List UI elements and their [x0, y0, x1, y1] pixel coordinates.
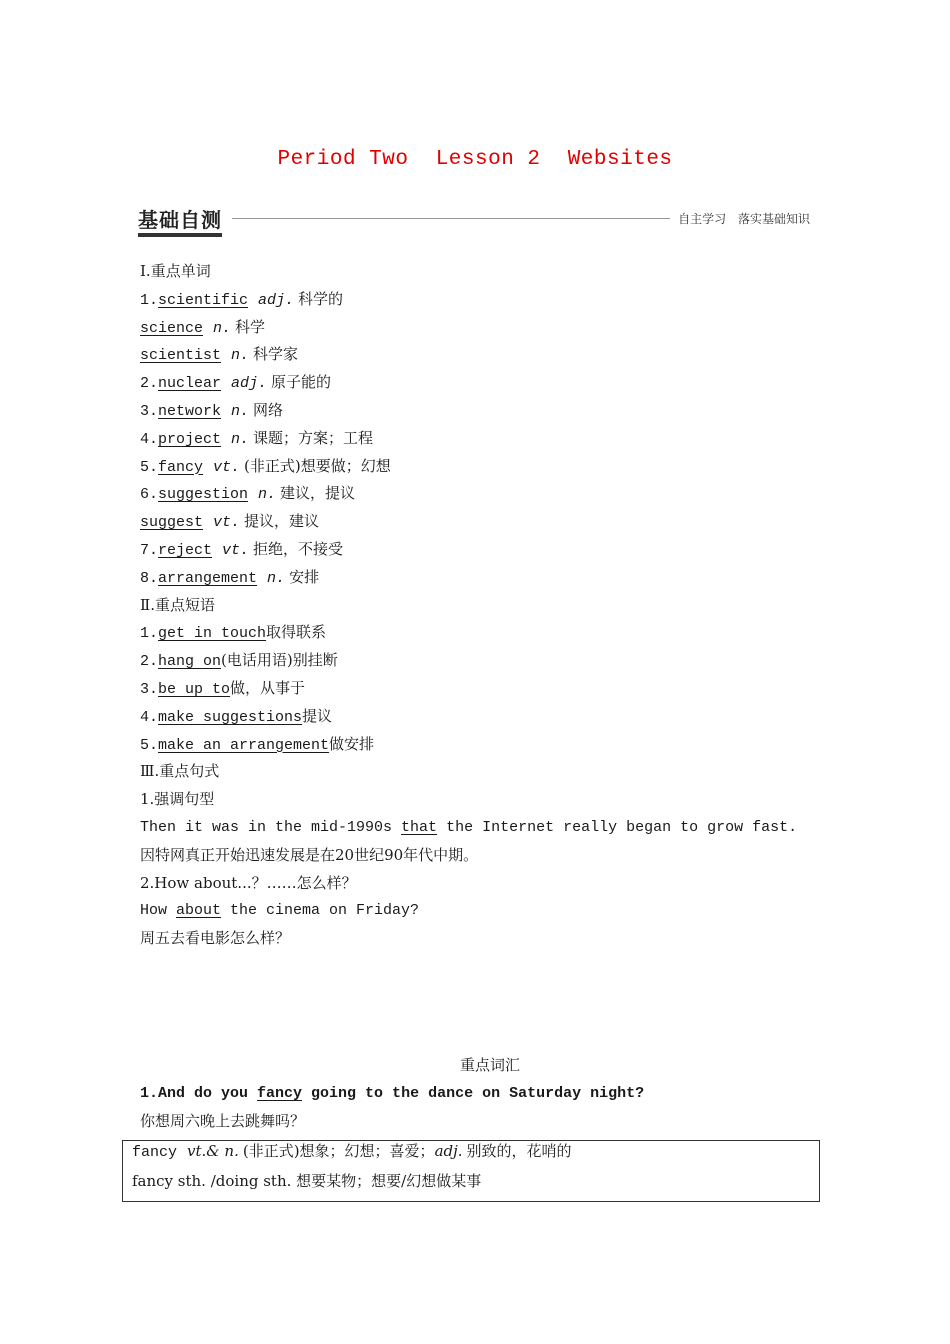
title-period: Period Two	[277, 148, 409, 171]
word-item	[140, 397, 840, 425]
word-number: 8.	[140, 569, 159, 587]
sentence1-part1: Then it was in the mid-1990s	[140, 818, 402, 836]
word-item	[140, 480, 840, 508]
sentence2-chinese: 周五去看电影怎么样？	[140, 929, 291, 948]
word-meaning: 安排	[289, 567, 320, 586]
word-meaning: 原子能的	[271, 373, 332, 392]
vocab-heading: 重点词汇	[459, 1056, 520, 1074]
word-answer: nuclear	[158, 375, 222, 393]
banner-subtitle	[670, 210, 810, 227]
phrase-item	[140, 731, 840, 759]
exercise-content	[140, 258, 840, 953]
vocab-question-part1: 1.And do you	[140, 1084, 258, 1102]
vocab-question-chinese: 你想周六晚上去跳舞吗？	[140, 1111, 306, 1130]
banner-badge: 基础自测	[138, 208, 222, 232]
word-answer: network	[158, 402, 222, 420]
word-number: 4.	[140, 430, 159, 448]
word-item	[140, 453, 840, 481]
word-answer: fancy	[158, 458, 204, 476]
phrase-number: 2.	[140, 653, 159, 671]
word-item	[140, 286, 840, 314]
sentence2-english	[140, 897, 840, 925]
note-pos2: adj.	[434, 1142, 463, 1160]
word-meaning: 拒绝，不接受	[253, 539, 344, 558]
word-item	[140, 314, 840, 342]
word-number: 3.	[140, 402, 159, 420]
vocab-question-part2: going to the dance on Saturday night?	[302, 1084, 645, 1102]
page-title	[0, 145, 950, 171]
note-pos: vt.& n.	[187, 1142, 239, 1160]
word-pos: vt.	[213, 514, 241, 532]
word-meaning: 建议，提议	[280, 484, 356, 503]
word-number: 6.	[140, 486, 159, 504]
phrase-item	[140, 619, 840, 647]
word-meaning: 提议，建议	[244, 512, 320, 531]
word-item	[140, 564, 840, 592]
title-lesson: Lesson 2	[435, 148, 541, 171]
section1-heading: Ⅰ.重点单词	[140, 262, 211, 280]
note-meaning2: 别致的，花哨的	[466, 1142, 572, 1160]
sentence1-part2: the Internet really began to grow fast.	[437, 818, 798, 836]
word-pos: vt.	[222, 541, 250, 559]
title-topic: Websites	[567, 148, 673, 171]
phrase-item	[140, 647, 840, 675]
note-line-2: fancy sth. /doing sth. 想要某物；想要/幻想做某事	[132, 1172, 482, 1190]
word-pos: adj.	[258, 291, 295, 309]
word-answer: project	[158, 430, 222, 448]
word-number: 5.	[140, 458, 159, 476]
phrase-meaning: (电话用语)别挂断	[221, 651, 338, 670]
word-pos: n.	[231, 402, 250, 420]
phrase-meaning: 提议	[302, 706, 333, 725]
banner-divider	[232, 218, 670, 219]
phrase-number: 3.	[140, 680, 159, 698]
word-number: 2.	[140, 375, 159, 393]
banner-sub2: 落实基础知识	[737, 212, 810, 226]
banner-sub1: 自主学习	[678, 212, 727, 226]
word-meaning: 课题；方案；工程	[253, 428, 374, 447]
phrase-answer: make an arrangement	[158, 736, 330, 754]
note-word: fancy	[132, 1144, 178, 1161]
word-number: 1.	[140, 291, 159, 309]
word-meaning: 科学的	[298, 289, 344, 308]
word-answer: scientific	[158, 291, 249, 309]
phrase-item	[140, 675, 840, 703]
phrase-list	[140, 619, 840, 758]
phrase-answer: hang on	[158, 653, 222, 671]
sentence2-part2: the cinema on Friday?	[221, 902, 420, 920]
sentence1-english	[140, 814, 840, 842]
phrase-meaning: 做，从事于	[230, 678, 306, 697]
word-pos: n.	[267, 569, 286, 587]
sentence2-label: 2.How about...？……怎么样？	[140, 873, 357, 892]
sentence1-label: 1.强调句型	[140, 790, 215, 809]
word-answer: scientist	[140, 347, 222, 365]
phrase-number: 4.	[140, 708, 159, 726]
word-pos: n.	[258, 486, 277, 504]
word-meaning: (非正式)想要做；幻想	[244, 456, 391, 475]
word-pos: n.	[231, 430, 250, 448]
sentence2-key: about	[176, 902, 222, 920]
note-meaning: (非正式)想象；幻想；喜爱；	[242, 1142, 435, 1160]
word-answer: reject	[158, 541, 213, 559]
sentence1-chinese: 因特网真正开始迅速发展是在20世纪90年代中期。	[140, 845, 479, 864]
word-item	[140, 536, 840, 564]
word-pos: adj.	[231, 375, 268, 393]
vocab-section	[140, 1052, 840, 1135]
word-answer: science	[140, 319, 204, 337]
note-line-1	[132, 1141, 572, 1163]
word-item	[140, 425, 840, 453]
word-meaning: 网络	[253, 400, 284, 419]
vocab-question	[140, 1080, 840, 1108]
section2-heading: Ⅱ.重点短语	[140, 595, 215, 614]
phrase-item	[140, 703, 840, 731]
phrase-meaning: 做安排	[329, 734, 375, 753]
phrase-meaning: 取得联系	[266, 623, 327, 642]
word-pos: vt.	[213, 458, 241, 476]
word-pos: n.	[213, 319, 232, 337]
vocab-question-key: fancy	[257, 1084, 303, 1102]
word-meaning: 科学家	[253, 345, 299, 364]
banner-badge-underline	[138, 233, 222, 237]
phrase-answer: get in touch	[158, 625, 267, 643]
section3-heading: Ⅲ.重点句式	[140, 762, 220, 781]
sentence2-part1: How	[140, 902, 177, 920]
word-list	[140, 286, 840, 592]
word-answer: suggestion	[158, 486, 249, 504]
section-banner	[138, 204, 812, 238]
phrase-answer: make suggestions	[158, 708, 303, 726]
word-number: 7.	[140, 541, 159, 559]
phrase-number: 1.	[140, 625, 159, 643]
word-item	[140, 341, 840, 369]
vocab-note-box	[122, 1140, 820, 1202]
word-meaning: 科学	[235, 317, 266, 336]
word-answer: suggest	[140, 514, 204, 532]
word-item	[140, 369, 840, 397]
phrase-answer: be up to	[158, 680, 231, 698]
word-answer: arrangement	[158, 569, 258, 587]
phrase-number: 5.	[140, 736, 159, 754]
word-pos: n.	[231, 347, 250, 365]
sentence1-key: that	[401, 818, 438, 836]
word-item	[140, 508, 840, 536]
